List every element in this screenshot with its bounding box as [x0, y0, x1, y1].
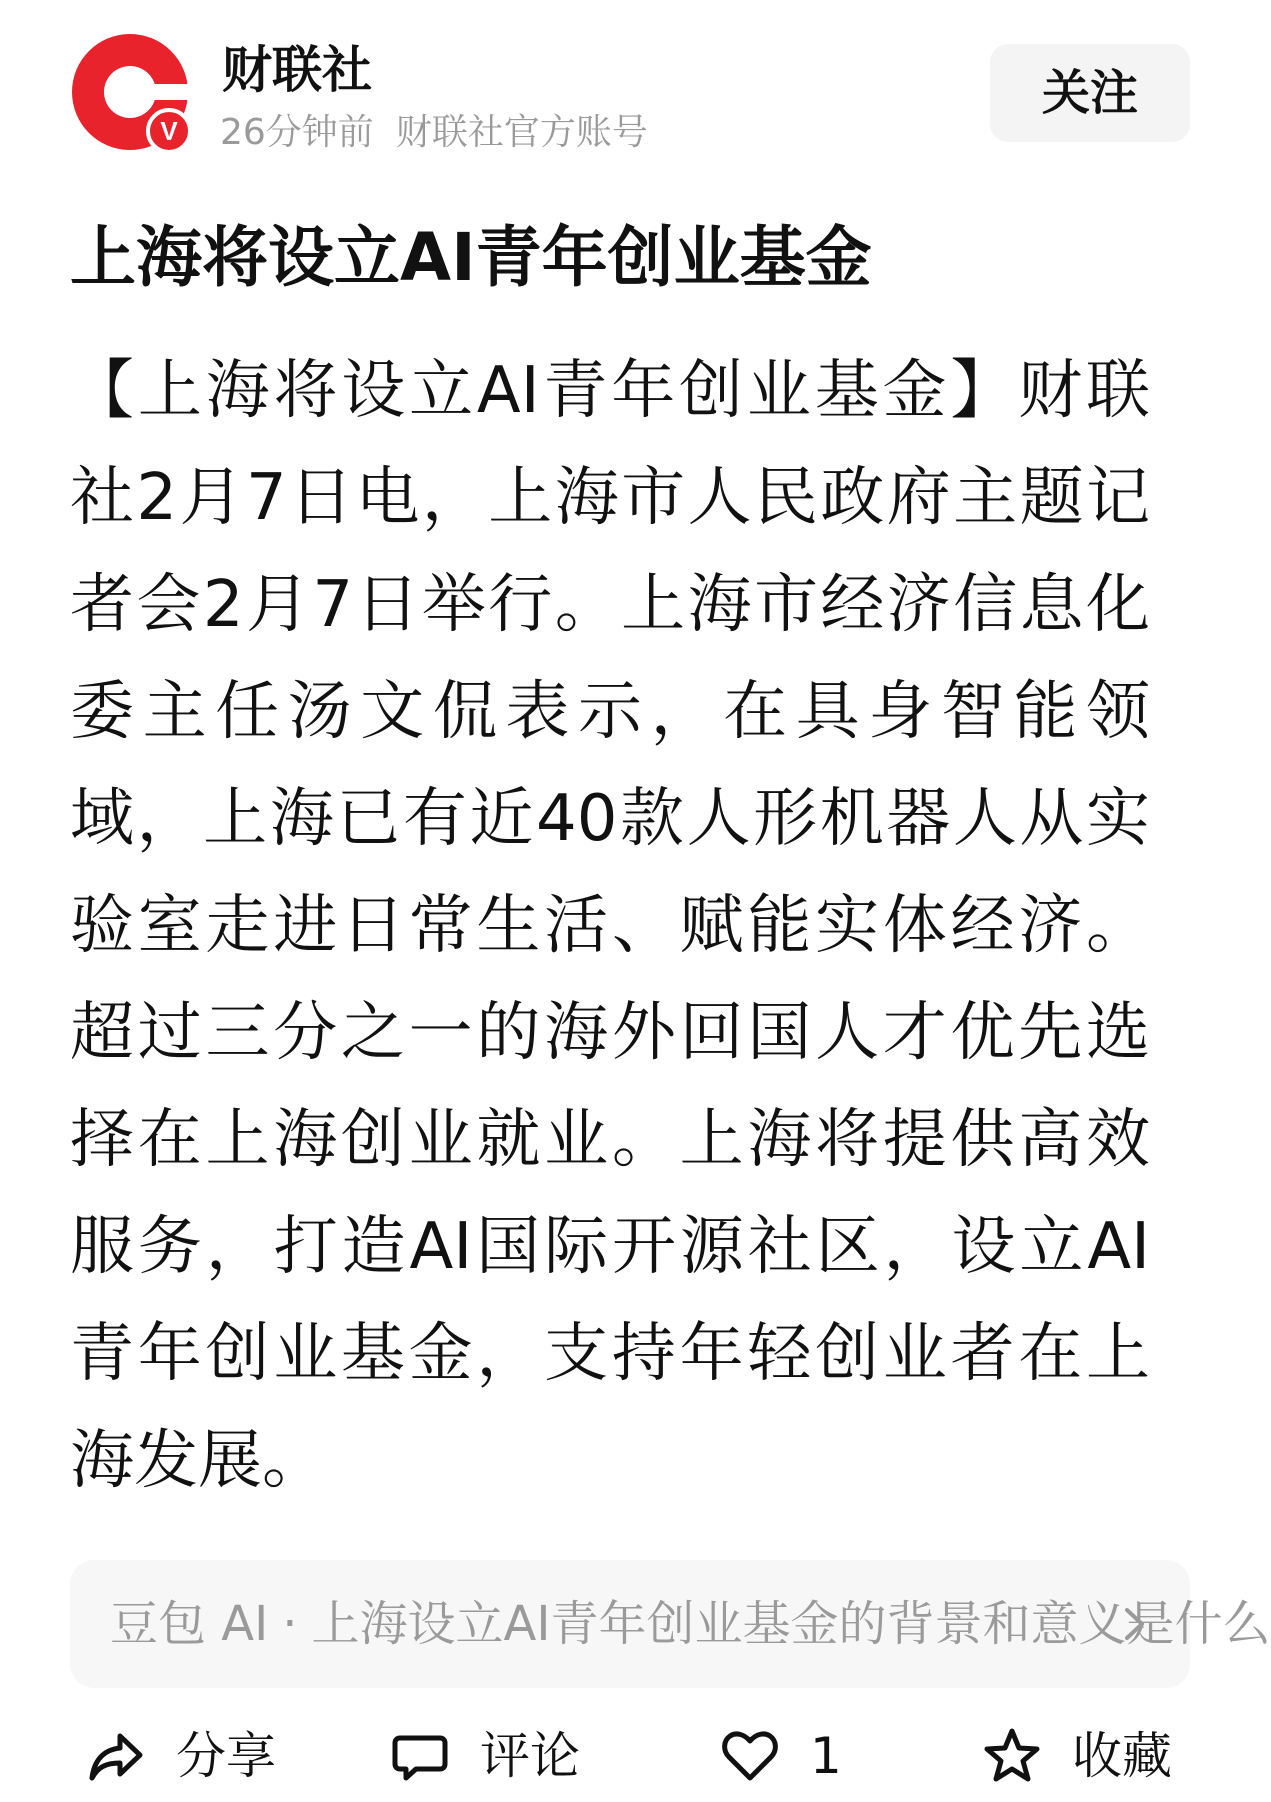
verified-badge: V — [146, 108, 192, 154]
follow-button[interactable]: 关注 — [990, 44, 1190, 142]
post-header — [0, 0, 1256, 180]
article-title: 上海将设立AI青年创业基金 — [70, 219, 872, 296]
like-count: 1 — [810, 1727, 842, 1785]
share-button[interactable] — [86, 1710, 276, 1802]
ai-summary-text — [110, 1560, 1271, 1688]
post-time: 26分钟前 — [220, 112, 374, 153]
ai-separator: · — [282, 1596, 298, 1652]
share-label: 分享 — [176, 1727, 276, 1785]
action-bar — [0, 1710, 1256, 1802]
star-icon — [982, 1726, 1042, 1786]
article-body: 【上海将设立AI青年创业基金】财联社2月7日电，上海市人民政府主题记者会2月7日举行。上海市经济信息化委主任汤文侃表示，在具身智能领域，上海已有近40款人形机器人从实验室走进日常生活、赋能实体经济。超过三分之一的海外回国人才优先选择在上海创业就业。上海将提供高效服务，打造AI国际开源社区，设立AI青年创业基金，支持年轻创业者在上海发展。 — [70, 354, 1150, 1498]
favorite-label: 收藏 — [1072, 1727, 1172, 1785]
post-meta — [220, 108, 648, 158]
comment-bubble-icon — [390, 1726, 450, 1786]
ai-summary-question: 上海设立AI青年创业基金的背景和意义是什么 — [311, 1596, 1271, 1652]
comment-label: 评论 — [480, 1727, 580, 1785]
like-button[interactable] — [720, 1710, 842, 1802]
comment-button[interactable] — [390, 1710, 580, 1802]
account-description: 财联社官方账号 — [395, 112, 648, 153]
share-arrow-icon — [86, 1726, 146, 1786]
ai-summary-card[interactable] — [70, 1560, 1271, 1688]
chevron-right-icon — [1114, 1604, 1154, 1644]
account-name[interactable]: 财联社 — [222, 41, 372, 99]
heart-icon — [720, 1726, 780, 1786]
favorite-button[interactable] — [982, 1710, 1172, 1802]
ai-source-label: 豆包 AI — [110, 1596, 269, 1652]
